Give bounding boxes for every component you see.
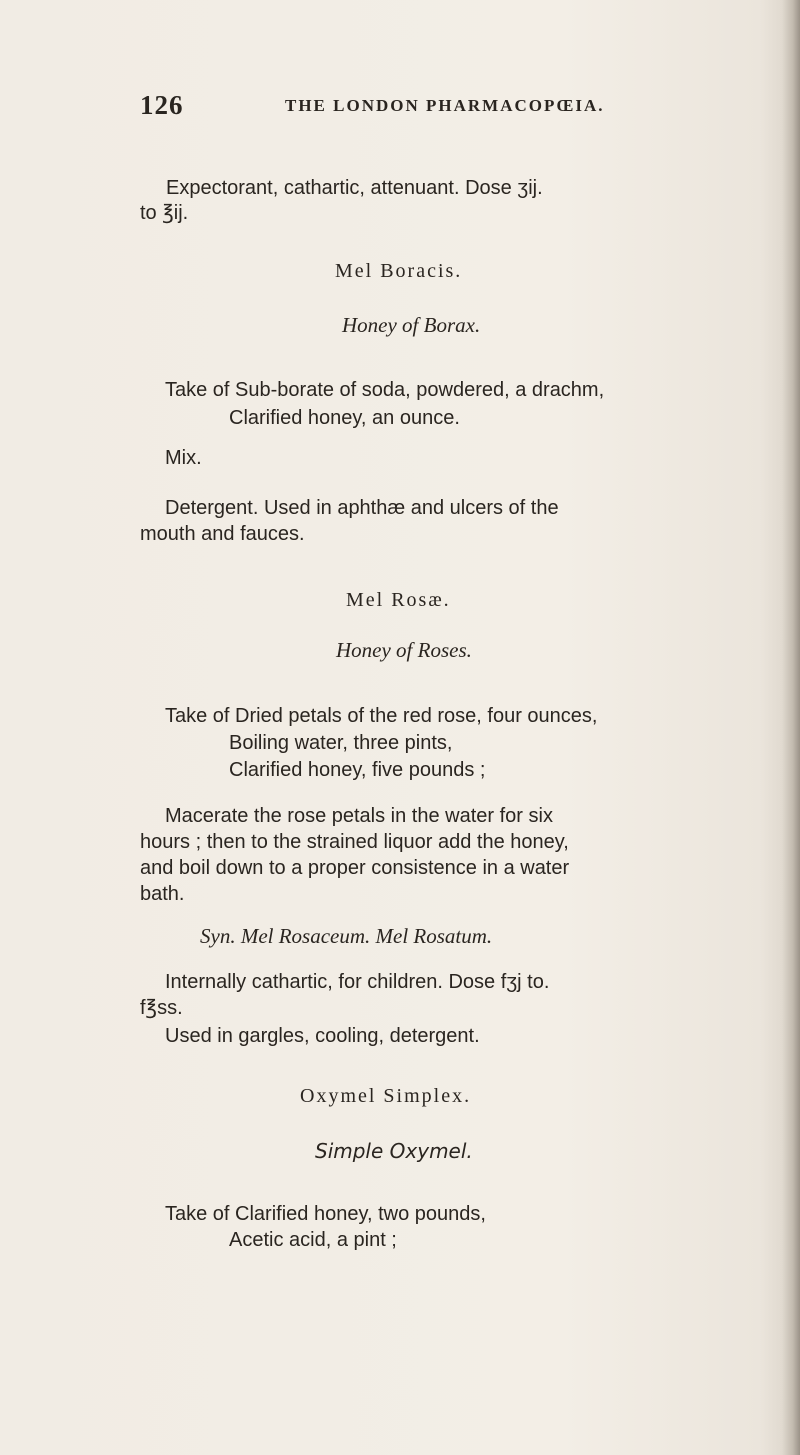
text-line: to ℥ij. <box>140 202 189 224</box>
page-header <box>140 90 700 130</box>
synonyms-line: Syn. Mel Rosaceum. Mel Rosatum. <box>200 924 493 948</box>
text-line: and boil down to a proper consistence in a water <box>140 857 570 879</box>
text-line: Acetic acid, a pint ; <box>229 1229 397 1251</box>
text-line: Clarified honey, five pounds ; <box>229 759 486 781</box>
text-line: Mix. <box>165 447 202 469</box>
text-line: Clarified honey, an ounce. <box>229 407 460 429</box>
running-head: THE LONDON PHARMACOPŒIA. <box>285 96 605 115</box>
section-title: Mel Boracis. <box>335 260 463 282</box>
text-line: Macerate the rose petals in the water for six <box>165 805 553 827</box>
page-edge-shadow <box>782 0 800 1455</box>
text-line: hours ; then to the strained liquor add the honey, <box>140 831 569 853</box>
text-line: Used in gargles, cooling, detergent. <box>165 1025 480 1047</box>
text-line: Expectorant, cathartic, attenuant. Dose ʒij. <box>166 177 543 199</box>
text-line: bath. <box>140 883 185 905</box>
section-subtitle: Honey of Borax. <box>342 313 481 337</box>
section-subtitle: Simple Oxymel. <box>315 1139 473 1163</box>
section-subtitle: Honey of Roses. <box>336 638 472 662</box>
section-title: Oxymel Simplex. <box>300 1085 472 1107</box>
text-line: mouth and fauces. <box>140 523 305 545</box>
text-line: Take of Sub-borate of soda, powdered, a drachm, <box>165 379 605 401</box>
text-line: f℥ss. <box>140 997 183 1019</box>
text-line: Take of Clarified honey, two pounds, <box>165 1203 486 1225</box>
text-line: Detergent. Used in aphthæ and ulcers of the <box>165 497 559 519</box>
text-line: Boiling water, three pints, <box>229 732 453 754</box>
text-line: Take of Dried petals of the red rose, four ounces, <box>165 705 598 727</box>
section-title: Mel Rosæ. <box>346 589 451 611</box>
page-number: 126 <box>140 90 184 120</box>
text-line: Internally cathartic, for children. Dose fʒj to. <box>165 971 550 993</box>
